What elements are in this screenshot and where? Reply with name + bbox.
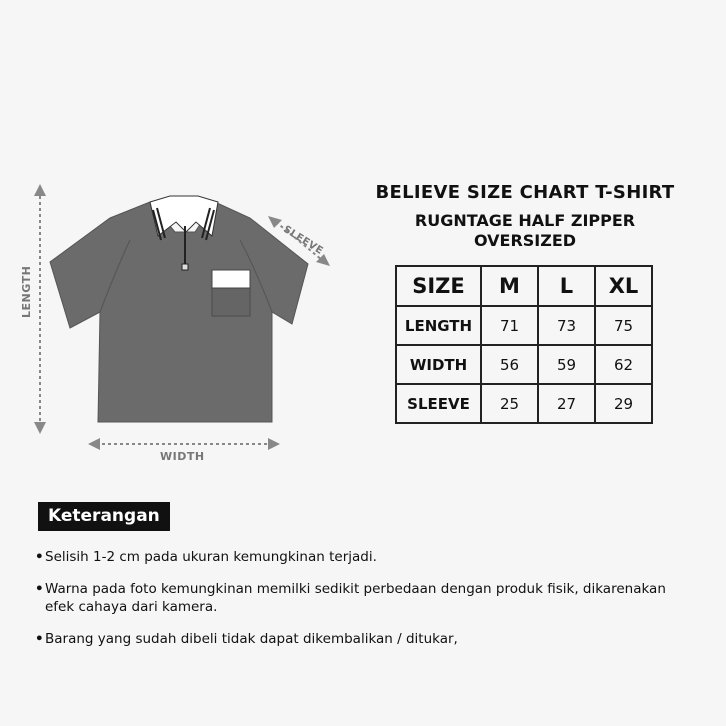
shirt-body [50, 202, 308, 422]
bullet-icon: • [35, 631, 44, 647]
shirt-illustration [0, 160, 340, 480]
cell-xl: 62 [595, 345, 652, 384]
sleeve-label: SLEEVE [281, 224, 326, 258]
notes-header: Keterangan [38, 502, 170, 531]
table-row [396, 345, 652, 384]
cell-xl: 29 [595, 384, 652, 423]
bullet-icon: • [35, 581, 44, 597]
bullet-icon: • [35, 549, 44, 565]
shirt-diagram [0, 160, 340, 480]
note-text: Warna pada foto kemungkinan memilki sedikit perbedaan dengan produk fisik, dikarenakan efek cahaya dari kamera. [45, 581, 666, 615]
list-item [35, 580, 685, 616]
cell-xl: 75 [595, 306, 652, 345]
header-xl: XL [595, 266, 652, 306]
cell-m: 56 [481, 345, 538, 384]
header-size: SIZE [396, 266, 481, 306]
header-m: M [481, 266, 538, 306]
length-label: LENGTH [20, 265, 33, 318]
chart-title: BELIEVE SIZE CHART T-SHIRT [375, 182, 675, 203]
list-item [35, 548, 685, 566]
cell-m: 25 [481, 384, 538, 423]
size-table [395, 265, 653, 424]
product-name-line-1: RUGNTAGE HALF ZIPPER [414, 211, 636, 230]
cell-l: 59 [538, 345, 595, 384]
note-text: Selisih 1-2 cm pada ukuran kemungkinan terjadi. [45, 549, 377, 565]
row-label: LENGTH [396, 306, 481, 345]
table-row [396, 384, 652, 423]
cell-l: 27 [538, 384, 595, 423]
table-row [396, 306, 652, 345]
title-block [360, 182, 690, 251]
cell-l: 73 [538, 306, 595, 345]
list-item [35, 630, 685, 648]
note-text: Barang yang sudah dibeli tidak dapat dikembalikan / ditukar, [45, 631, 458, 647]
row-label: WIDTH [396, 345, 481, 384]
width-label: WIDTH [160, 450, 205, 463]
product-name-line-2: OVERSIZED [473, 231, 577, 250]
notes-list [35, 548, 685, 662]
header-l: L [538, 266, 595, 306]
cell-m: 71 [481, 306, 538, 345]
row-label: SLEEVE [396, 384, 481, 423]
table-header-row [396, 266, 652, 306]
